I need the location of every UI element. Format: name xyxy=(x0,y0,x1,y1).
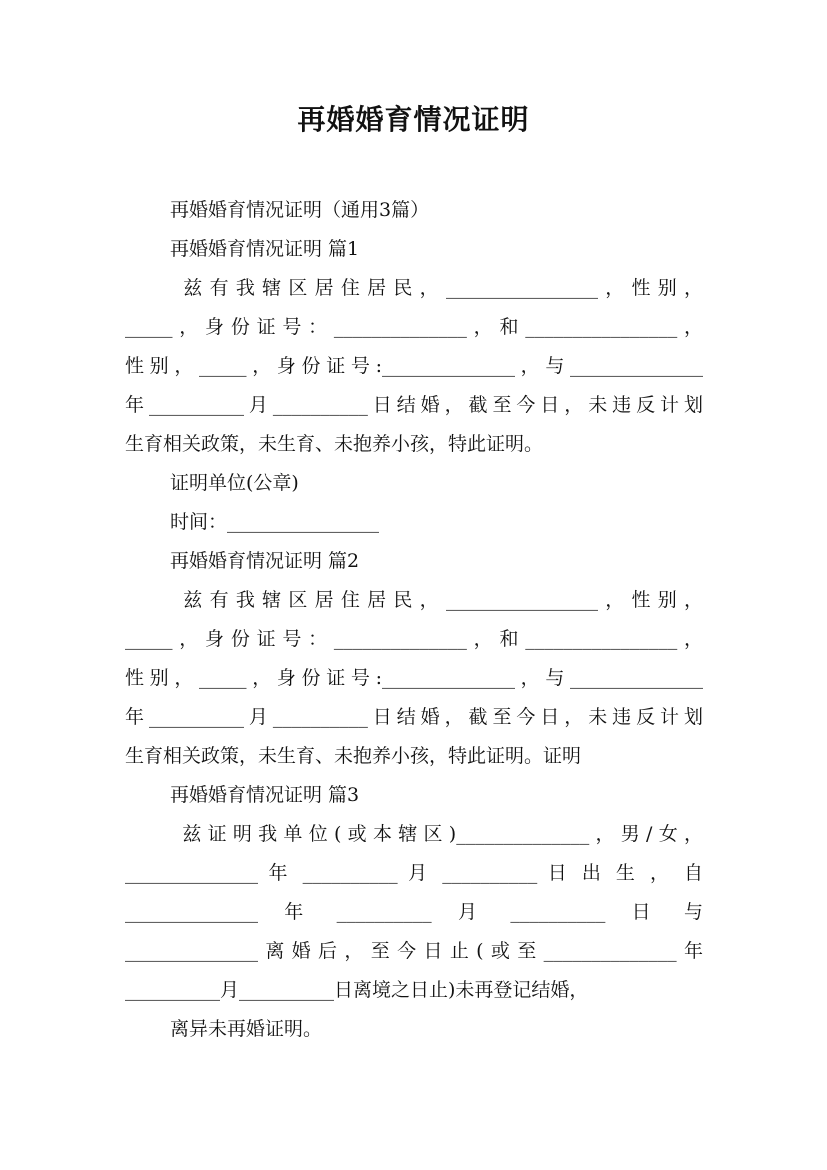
paragraph-line: 性别，_____，身份证号:______________，与______________ xyxy=(125,667,703,689)
paragraph-line: 性别，_____，身份证号:______________，与______________ xyxy=(125,355,703,377)
seal-line: 证明单位(公章) xyxy=(170,472,299,494)
paragraph-line: ______________ 年 __________ 月 __________ 日 出 生 ， 自 xyxy=(125,862,703,884)
paragraph-line: 生育相关政策，未生育、未抱养小孩，特此证明。 xyxy=(125,433,544,455)
section-heading-1: 再婚婚育情况证明 篇1 xyxy=(170,238,360,260)
paragraph-line: 兹有我辖区居住居民，________________，性别， xyxy=(170,589,703,611)
section-heading-3: 再婚婚育情况证明 篇3 xyxy=(170,784,360,806)
paragraph-line: ______________ 年 __________ 月 __________ 日 与 xyxy=(125,901,703,923)
paragraph-line: 年__________月__________日结婚，截至今日，未违反计划 xyxy=(125,394,703,416)
paragraph-line: _____，身份证号：______________，和________________， xyxy=(125,316,703,338)
section-heading-2: 再婚婚育情况证明 篇2 xyxy=(170,550,360,572)
paragraph-line: 兹证明我单位(或本辖区)______________，男/女， xyxy=(170,823,703,845)
subtitle-line: 再婚婚育情况证明（通用3篇） xyxy=(170,199,430,221)
paragraph-line: __________月__________日离境之日止)未再登记结婚， xyxy=(125,979,589,1001)
paragraph-line: 生育相关政策，未生育、未抱养小孩，特此证明。证明 xyxy=(125,745,582,767)
paragraph-line: _____，身份证号：______________，和________________， xyxy=(125,628,703,650)
closing-line: 离异未再婚证明。 xyxy=(170,1018,323,1040)
document-title: 再婚婚育情况证明 xyxy=(297,103,530,136)
paragraph-line: 年__________月__________日结婚，截至今日，未违反计划 xyxy=(125,706,703,728)
paragraph-line: 兹有我辖区居住居民，________________，性别， xyxy=(170,277,703,299)
paragraph-line: ______________离婚后，至今日止(或至______________年 xyxy=(125,940,703,962)
date-line: 时间：________________ xyxy=(170,511,380,533)
